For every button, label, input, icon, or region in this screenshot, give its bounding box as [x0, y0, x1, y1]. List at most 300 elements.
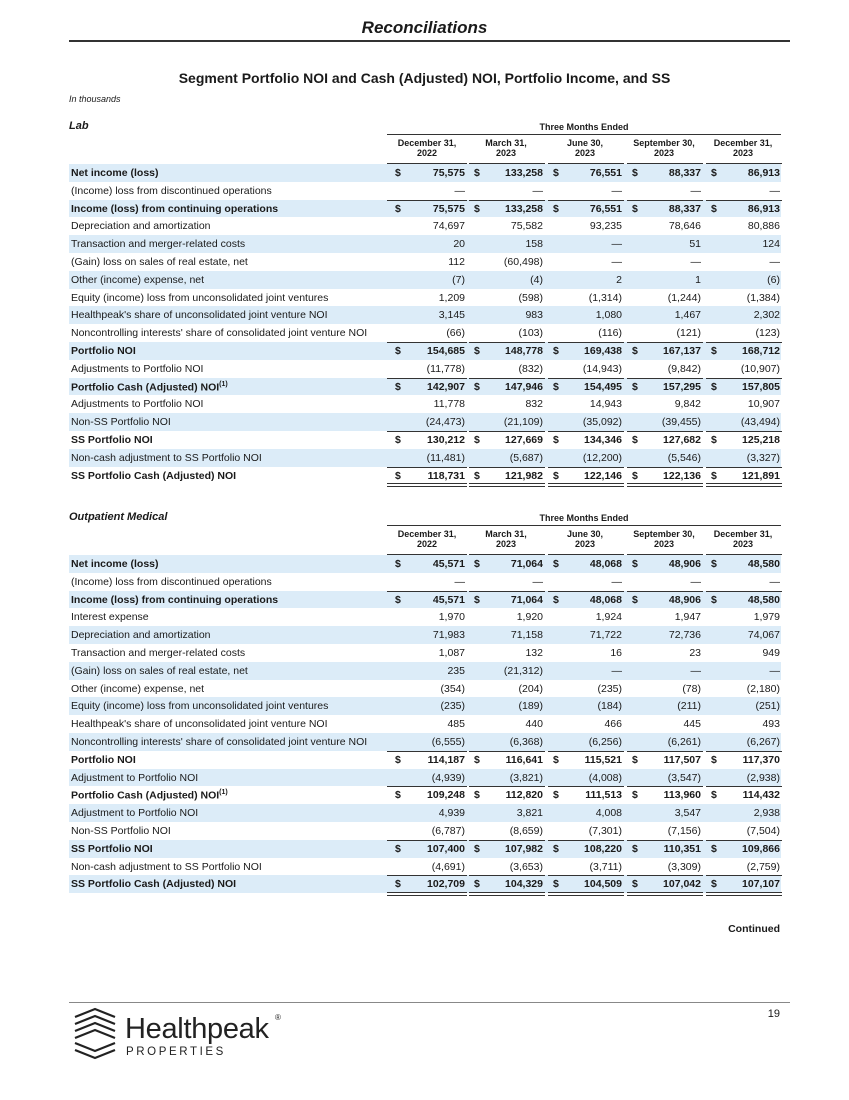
currency-symbol: $	[553, 469, 559, 482]
cell-value: —	[611, 184, 622, 197]
column-header-line2: 2023	[495, 539, 517, 549]
subtotal-rule	[548, 342, 624, 343]
row-label	[71, 327, 367, 339]
footnote-marker: (1)	[219, 380, 228, 388]
row-label	[71, 683, 204, 695]
column-header-row	[69, 525, 781, 555]
healthpeak-logo-icon	[72, 1007, 118, 1063]
row-label	[71, 470, 236, 482]
cell-value: —	[690, 184, 701, 197]
table-row	[69, 182, 781, 200]
healthpeak-logo	[72, 1005, 312, 1065]
cell-value: 104,329	[505, 878, 543, 891]
cell-value: (11,778)	[426, 362, 465, 375]
row-label-text: Transaction and merger-related costs	[71, 238, 246, 251]
cell-value: 121,891	[742, 469, 780, 482]
currency-symbol: $	[711, 593, 717, 606]
cell-value: 445	[683, 718, 701, 731]
cell-value: 168,712	[742, 344, 780, 357]
cell-value: (2,938)	[746, 771, 780, 784]
cell-value: (7,504)	[746, 824, 780, 837]
currency-symbol: $	[474, 789, 480, 802]
row-label	[71, 718, 328, 730]
currency-symbol: $	[711, 344, 717, 357]
column-header-line1: December 31,	[713, 529, 773, 539]
column-header	[624, 529, 704, 549]
cell-value: 493	[762, 718, 780, 731]
cell-value: 74,697	[432, 220, 465, 233]
subtotal-rule	[469, 378, 545, 379]
currency-symbol: $	[632, 842, 638, 855]
lab-section	[69, 120, 781, 484]
row-label	[71, 274, 204, 286]
cell-value: 117,370	[742, 753, 780, 766]
column-header-line2: 2023	[574, 148, 596, 158]
column-header	[545, 529, 625, 549]
table-row	[69, 271, 781, 289]
column-header-line1: March 31,	[485, 529, 527, 539]
subtotal-rule	[627, 342, 703, 343]
row-label-text: Healthpeak's share of unconsolidated joint venture NOI	[71, 309, 328, 322]
total-rule	[706, 892, 782, 893]
subtotal-rule	[706, 467, 782, 468]
subtotal-rule	[548, 200, 624, 201]
table-row	[69, 697, 781, 715]
cell-value: (6,267)	[746, 735, 780, 748]
currency-symbol: $	[711, 469, 717, 482]
cell-value: (24,473)	[425, 416, 465, 429]
currency-symbol: $	[632, 167, 638, 179]
column-header-line1: September 30,	[633, 529, 695, 539]
subtotal-rule	[706, 840, 782, 841]
row-label-text: Non-cash adjustment to SS Portfolio NOI	[71, 860, 262, 873]
total-double-rule	[627, 895, 703, 896]
cell-value: 3,547	[674, 807, 701, 820]
cell-value: 23	[689, 646, 701, 659]
currency-symbol: $	[711, 789, 717, 802]
cell-value: (6,368)	[509, 735, 543, 748]
subtotal-rule	[627, 467, 703, 468]
column-header	[545, 138, 625, 158]
currency-symbol: $	[553, 202, 559, 215]
currency-symbol: $	[395, 202, 401, 215]
table-row	[69, 822, 781, 840]
cell-value: (3,327)	[746, 451, 780, 464]
cell-value: 4,939	[438, 807, 465, 820]
cell-value: (6,261)	[667, 735, 701, 748]
cell-value: 154,495	[584, 380, 622, 393]
cell-value: (14,943)	[582, 362, 622, 375]
subtotal-rule	[387, 751, 467, 752]
continued-note: Continued	[728, 923, 780, 935]
subtotal-rule	[469, 467, 545, 468]
table-row	[69, 306, 781, 324]
cell-value: 466	[604, 718, 622, 731]
total-double-rule	[548, 895, 624, 896]
currency-symbol: $	[474, 842, 480, 855]
currency-symbol: $	[632, 789, 638, 802]
row-label-text: Depreciation and amortization	[71, 220, 211, 233]
cell-value: 118,731	[427, 469, 465, 482]
row-label-text: (Gain) loss on sales of real estate, net	[71, 255, 248, 268]
currency-symbol: $	[474, 167, 480, 179]
cell-value: 75,582	[510, 220, 543, 233]
cell-value: 133,258	[505, 167, 543, 179]
logo-wordmark: Healthpeak	[125, 1013, 269, 1045]
cell-value: 48,068	[589, 558, 622, 570]
cell-value: 76,551	[589, 167, 622, 179]
cell-value: —	[690, 575, 701, 588]
row-label	[71, 238, 245, 250]
cell-value: (123)	[755, 327, 780, 340]
subtotal-rule	[627, 875, 703, 876]
column-header-line2: 2022	[416, 539, 438, 549]
cell-value: 1,087	[438, 646, 465, 659]
column-header-line1: December 31,	[397, 138, 457, 148]
cell-value: 122,146	[584, 469, 622, 482]
row-label	[71, 416, 171, 428]
cell-value: 88,337	[668, 167, 701, 179]
currency-symbol: $	[474, 433, 480, 446]
currency-symbol: $	[474, 558, 480, 570]
currency-symbol: $	[711, 202, 717, 215]
page-subtitle: Segment Portfolio NOI and Cash (Adjusted) NOI, Portfolio Income, and SS	[178, 70, 671, 86]
cell-value: 107,982	[505, 842, 543, 855]
cell-value: (78)	[682, 682, 701, 695]
total-rule	[387, 892, 467, 893]
currency-symbol: $	[632, 380, 638, 393]
total-rule	[548, 483, 624, 484]
cell-value: 71,158	[510, 629, 543, 642]
cell-value: —	[611, 238, 622, 251]
currency-symbol: $	[395, 167, 401, 179]
column-header-line2: 2023	[732, 539, 754, 549]
cell-value: 114,187	[427, 753, 465, 766]
row-label	[71, 452, 262, 464]
cell-value: 111,513	[585, 789, 622, 802]
cell-value: 983	[525, 309, 543, 322]
cell-value: 130,212	[427, 433, 465, 446]
subtotal-rule	[706, 591, 782, 592]
currency-symbol: $	[395, 789, 401, 802]
table-row	[69, 378, 781, 396]
table-row	[69, 573, 781, 591]
cell-value: 48,580	[747, 558, 780, 570]
cell-value: 2,302	[753, 309, 780, 322]
column-header-line1: September 30,	[633, 138, 695, 148]
cell-value: 20	[453, 238, 465, 251]
currency-symbol: $	[553, 593, 559, 606]
subtotal-rule	[706, 378, 782, 379]
cell-value: 2,938	[753, 807, 780, 820]
cell-value: 121,982	[505, 469, 543, 482]
currency-symbol: $	[632, 433, 638, 446]
row-label	[71, 629, 211, 641]
table-row	[69, 591, 781, 609]
cell-value: —	[454, 184, 465, 197]
row-label-text: Noncontrolling interests' share of consolidated joint venture NOI	[71, 735, 368, 748]
column-header-line1: December 31,	[713, 138, 773, 148]
cell-value: 157,295	[663, 380, 701, 393]
row-label-text: Adjustments to Portfolio NOI	[71, 362, 204, 375]
total-rule	[469, 483, 545, 484]
column-header	[466, 138, 546, 158]
cell-value: (10,907)	[740, 362, 780, 375]
cell-value: (21,109)	[503, 416, 543, 429]
cell-value: 71,064	[510, 558, 543, 570]
cell-value: 158	[525, 238, 543, 251]
cell-value: 45,571	[432, 558, 465, 570]
cell-value: 1,947	[674, 611, 701, 624]
currency-symbol: $	[474, 202, 480, 215]
row-label	[71, 345, 136, 357]
cell-value: (1,384)	[746, 291, 780, 304]
column-header-line1: June 30,	[566, 529, 604, 539]
cell-value: —	[690, 664, 701, 677]
row-label-text: Other (income) expense, net	[71, 273, 205, 286]
cell-value: 108,220	[584, 842, 622, 855]
subtotal-rule	[627, 378, 703, 379]
cell-value: (21,312)	[503, 664, 543, 677]
row-label	[71, 167, 159, 179]
cell-value: 114,432	[742, 789, 780, 802]
subtotal-rule	[706, 431, 782, 432]
cell-value: 133,258	[505, 202, 543, 215]
cell-value: (235)	[440, 700, 465, 713]
subtotal-rule	[387, 378, 467, 379]
table-row	[69, 644, 781, 662]
logo-registered-mark: ®	[275, 1013, 281, 1022]
currency-symbol: $	[474, 469, 480, 482]
row-label-text: Interest expense	[71, 611, 149, 624]
cell-value: 115,521	[584, 753, 622, 766]
cell-value: 11,778	[433, 398, 465, 411]
cell-value: (3,547)	[667, 771, 701, 784]
total-double-rule	[469, 895, 545, 896]
logo-subtitle: PROPERTIES	[126, 1046, 226, 1058]
total-double-rule	[387, 486, 467, 487]
column-header-line1: December 31,	[397, 529, 457, 539]
cell-value: —	[611, 664, 622, 677]
currency-symbol: $	[474, 344, 480, 357]
subtotal-rule	[387, 840, 467, 841]
cell-value: (251)	[755, 700, 780, 713]
column-header	[703, 529, 783, 549]
currency-symbol: $	[632, 593, 638, 606]
cell-value: 167,137	[663, 344, 701, 357]
cell-value: (4)	[530, 273, 543, 286]
cell-value: 51	[689, 238, 701, 251]
row-label	[71, 647, 245, 659]
cell-value: (354)	[440, 682, 465, 695]
total-rule	[548, 892, 624, 893]
subtotal-rule	[387, 431, 467, 432]
row-label	[71, 843, 153, 855]
row-label-text: Net income (loss)	[71, 558, 159, 570]
row-label-text: Depreciation and amortization	[71, 629, 211, 642]
currency-symbol: $	[553, 344, 559, 357]
subtotal-rule	[627, 431, 703, 432]
cell-value: 45,571	[432, 593, 465, 606]
cell-value: 112	[448, 255, 465, 268]
row-label-text: Other (income) expense, net	[71, 682, 205, 695]
subtotal-rule	[627, 751, 703, 752]
cell-value: 134,346	[584, 433, 622, 446]
table-row	[69, 680, 781, 698]
row-label	[71, 736, 367, 748]
cell-value: 122,136	[663, 469, 701, 482]
cell-value: 48,580	[747, 593, 780, 606]
column-header-line1: March 31,	[485, 138, 527, 148]
row-label	[71, 665, 248, 677]
cell-value: 76,551	[589, 202, 622, 215]
cell-value: (204)	[518, 682, 543, 695]
column-header	[624, 138, 704, 158]
currency-symbol: $	[395, 558, 401, 570]
table-row	[69, 449, 781, 467]
cell-value: (103)	[518, 327, 543, 340]
currency-symbol: $	[395, 878, 401, 891]
cell-value: (2,759)	[746, 860, 780, 873]
subtotal-rule	[469, 786, 545, 787]
row-label-text: SS Portfolio NOI	[71, 842, 153, 855]
cell-value: —	[611, 575, 622, 588]
cell-value: 142,907	[427, 380, 465, 393]
cell-value: (189)	[518, 700, 543, 713]
subtotal-rule	[627, 591, 703, 592]
currency-symbol: $	[553, 167, 559, 179]
row-label	[71, 398, 203, 410]
row-label	[71, 203, 278, 215]
table-row	[69, 786, 781, 804]
currency-symbol: $	[395, 753, 401, 766]
subtotal-rule	[469, 200, 545, 201]
row-label-text: Portfolio Cash (Adjusted) NOI	[71, 381, 220, 394]
row-label-text: Transaction and merger-related costs	[71, 646, 246, 659]
cell-value: 14,943	[589, 398, 622, 411]
footnote-marker: (1)	[219, 789, 228, 797]
total-rule	[469, 892, 545, 893]
currency-symbol: $	[395, 842, 401, 855]
table-row	[69, 626, 781, 644]
cell-value: 107,107	[742, 878, 780, 891]
cell-value: (6,787)	[431, 824, 465, 837]
subtotal-rule	[548, 875, 624, 876]
cell-value: 93,235	[589, 220, 622, 233]
cell-value: (3,711)	[589, 860, 622, 873]
subtotal-rule	[548, 840, 624, 841]
currency-symbol: $	[711, 433, 717, 446]
table-row	[69, 253, 781, 271]
cell-value: 107,400	[427, 842, 465, 855]
table-row	[69, 715, 781, 733]
currency-symbol: $	[395, 593, 401, 606]
cell-value: —	[532, 575, 543, 588]
table-row	[69, 431, 781, 449]
subtotal-rule	[387, 342, 467, 343]
subtotal-rule	[469, 751, 545, 752]
total-rule	[627, 483, 703, 484]
row-label	[71, 754, 136, 766]
cell-value: —	[454, 575, 465, 588]
table-row	[69, 467, 781, 485]
row-label-text: SS Portfolio NOI	[71, 433, 153, 446]
cell-value: 1,970	[438, 611, 465, 624]
cell-value: 109,248	[427, 789, 465, 802]
currency-symbol: $	[711, 558, 717, 570]
row-label-text: Portfolio NOI	[71, 753, 136, 766]
currency-symbol: $	[632, 344, 638, 357]
cell-value: (1,314)	[588, 291, 622, 304]
currency-symbol: $	[553, 789, 559, 802]
subtotal-rule	[706, 751, 782, 752]
row-label	[71, 381, 228, 394]
cell-value: (3,821)	[509, 771, 543, 784]
cell-value: 71,064	[510, 593, 543, 606]
column-header	[387, 529, 467, 549]
currency-symbol: $	[632, 202, 638, 215]
cell-value: (5,687)	[509, 451, 543, 464]
subtotal-rule	[387, 875, 467, 876]
footer-rule	[69, 1002, 790, 1003]
title-rule	[69, 40, 790, 42]
units-note: In thousands	[69, 94, 121, 104]
row-label-text: Adjustment to Portfolio NOI	[71, 807, 199, 820]
column-header	[703, 138, 783, 158]
cell-value: 75,575	[432, 167, 465, 179]
cell-value: (1,244)	[667, 291, 701, 304]
row-label-text: Non-SS Portfolio NOI	[71, 416, 171, 429]
table-row	[69, 395, 781, 413]
table-row	[69, 662, 781, 680]
subtotal-rule	[469, 431, 545, 432]
currency-symbol: $	[632, 469, 638, 482]
row-label-text: Adjustment to Portfolio NOI	[71, 771, 199, 784]
cell-value: 112,820	[505, 789, 543, 802]
subtotal-rule	[548, 751, 624, 752]
row-label	[71, 292, 328, 304]
row-label-text: Portfolio NOI	[71, 344, 136, 357]
cell-value: (35,092)	[582, 416, 622, 429]
column-header-line1: June 30,	[566, 138, 604, 148]
currency-symbol: $	[395, 344, 401, 357]
table-row	[69, 360, 781, 378]
total-double-rule	[627, 486, 703, 487]
row-label	[71, 220, 211, 232]
total-double-rule	[387, 895, 467, 896]
row-label-text: (Income) loss from discontinued operations	[71, 184, 272, 197]
row-label	[71, 363, 203, 375]
cell-value: 75,575	[432, 202, 465, 215]
row-label-text: SS Portfolio Cash (Adjusted) NOI	[71, 878, 237, 891]
cell-value: (235)	[597, 682, 622, 695]
row-label	[71, 861, 262, 873]
currency-symbol: $	[553, 842, 559, 855]
total-double-rule	[706, 486, 782, 487]
cell-value: (2,180)	[746, 682, 780, 695]
cell-value: (60,498)	[503, 255, 543, 268]
subtotal-rule	[627, 200, 703, 201]
cell-value: 440	[525, 718, 543, 731]
subtotal-rule	[706, 200, 782, 201]
row-label	[71, 576, 272, 588]
cell-value: (116)	[598, 327, 622, 340]
currency-symbol: $	[474, 593, 480, 606]
cell-value: —	[690, 255, 701, 268]
cell-value: (11,481)	[426, 451, 465, 464]
table-row	[69, 555, 781, 573]
cell-value: 949	[762, 646, 780, 659]
